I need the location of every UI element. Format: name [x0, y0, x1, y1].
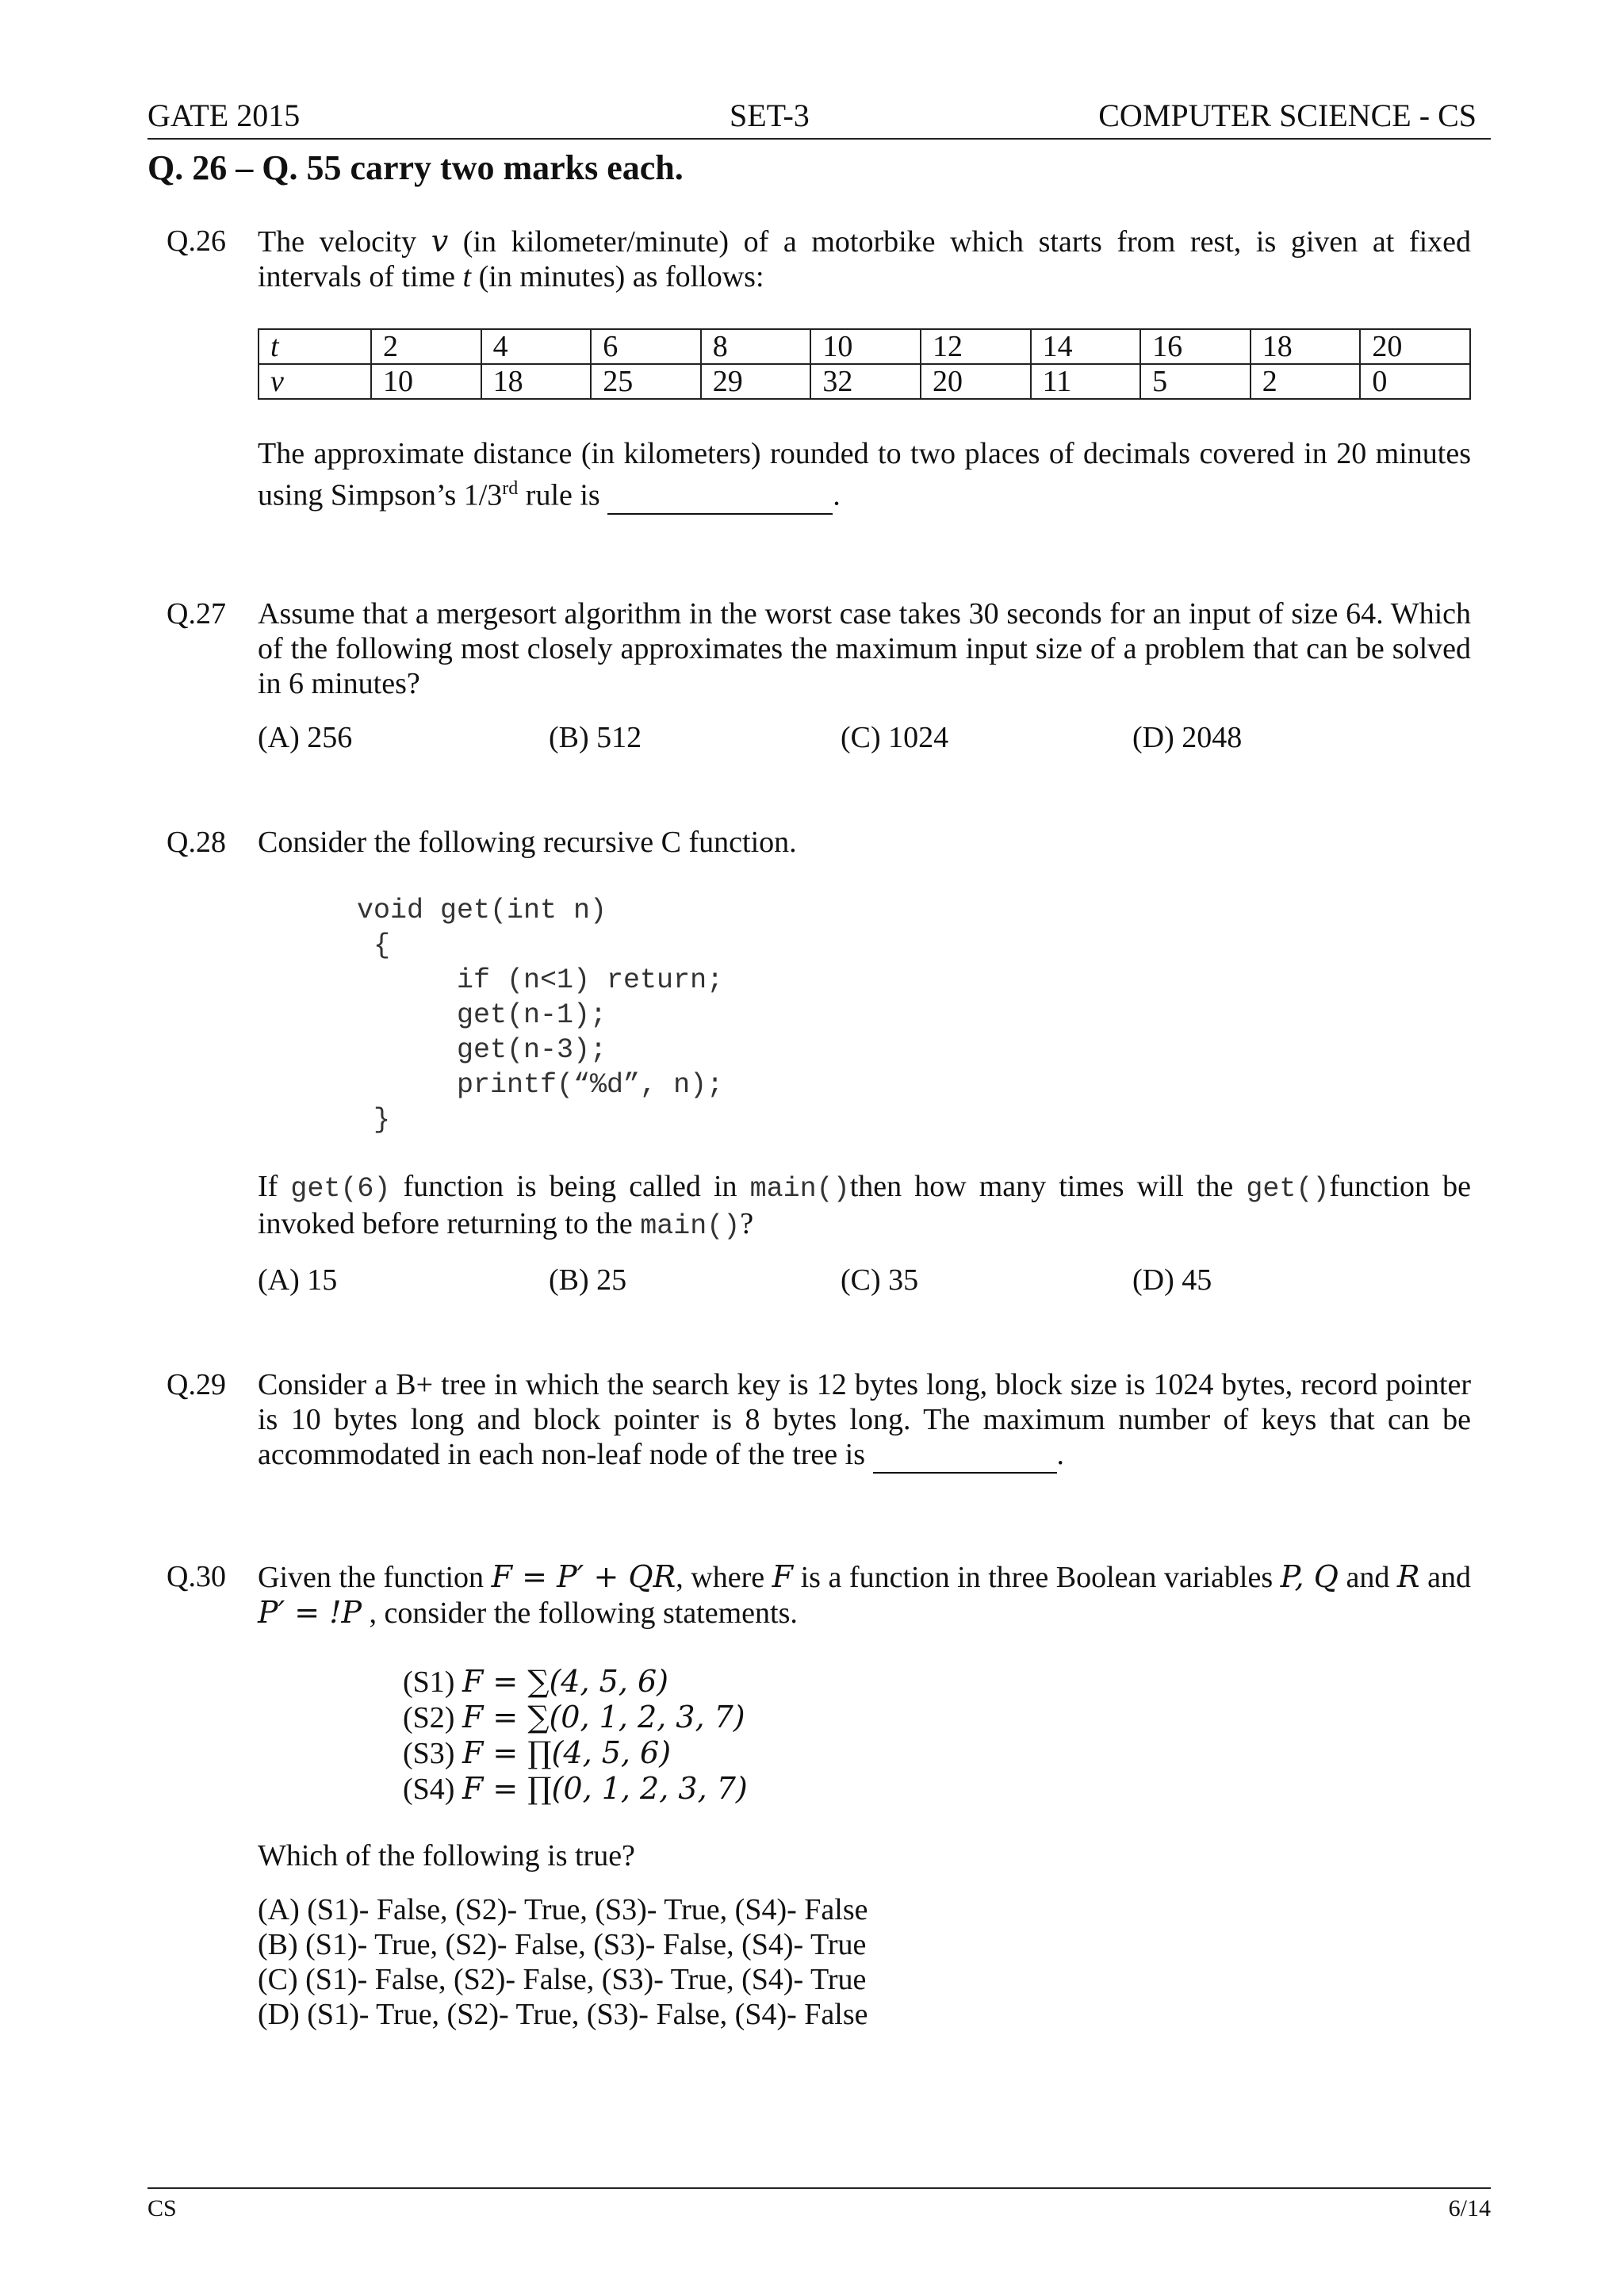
q28-code-block: [357, 893, 723, 1137]
q30-math: P′ = !P: [258, 1595, 362, 1630]
q28-q-code: get(): [1246, 1173, 1330, 1205]
q29-number: Q.29: [167, 1368, 226, 1401]
section-title: Q. 26 – Q. 55 carry two marks each.: [147, 148, 684, 187]
q28-q-code: main(): [640, 1210, 741, 1242]
table-cell: 2: [1251, 364, 1361, 399]
table-cell: 20: [921, 364, 1031, 399]
q28-option-b: (B) 25: [549, 1263, 627, 1297]
q28-q-text: If: [258, 1170, 291, 1203]
q30-text: Given the function: [258, 1561, 492, 1594]
q29-question: [258, 1367, 1471, 1474]
q28-q-code: get(6): [290, 1173, 391, 1205]
code-line: void get(int n): [357, 895, 607, 926]
q27-option-d: (D) 2048: [1132, 721, 1243, 754]
q30-option-d: (D) (S1)- True, (S2)- True, (S3)- False, (S4)- False: [258, 1998, 868, 2031]
header-set: SET-3: [730, 98, 810, 133]
statement-expr: F = ∑(0, 1, 2, 3, 7): [462, 1700, 745, 1734]
statement-expr: F = ∏(0, 1, 2, 3, 7): [462, 1771, 748, 1806]
table-header-t: t: [259, 329, 371, 364]
code-line: printf(“%d”, n);: [357, 1069, 724, 1101]
table-cell: 18: [1251, 329, 1361, 364]
q26-intro-b: (in kilometer/minute) of a motorbike which starts from rest, is given at fixed intervals of time: [258, 225, 1471, 293]
q30-text: and: [1338, 1561, 1397, 1594]
header-exam: GATE 2015: [147, 98, 301, 133]
q27-number: Q.27: [167, 597, 226, 631]
table-cell: 0: [1360, 364, 1470, 399]
q30-options: [258, 1892, 868, 2032]
code-line: get(n-1);: [357, 999, 607, 1031]
q28-option-d: (D) 45: [1132, 1263, 1212, 1297]
table-cell: 12: [921, 329, 1031, 364]
q30-math: F = P′ + QR: [491, 1559, 676, 1594]
q28-q-text: function is being called in: [390, 1170, 750, 1203]
statement-expr: F = ∏(4, 5, 6): [462, 1735, 672, 1770]
q30-math: F: [772, 1559, 794, 1594]
table-cell: 4: [481, 329, 592, 364]
q27-text: Assume that a mergesort algorithm in the worst case takes 30 seconds for an input of size 64. Which of the following most closely approximates the maximum input size of a problem that can be solved in 6 minutes?: [258, 597, 1471, 700]
q26-question-end: .: [833, 478, 841, 512]
table-cell: 5: [1140, 364, 1251, 399]
code-line: {: [357, 930, 391, 961]
table-cell: 10: [810, 329, 921, 364]
table-header-v: v: [259, 364, 371, 399]
table-cell: 2: [371, 329, 481, 364]
q26-answer-blank: [607, 478, 833, 515]
header-subject: COMPUTER SCIENCE - CS: [1098, 98, 1477, 133]
q26-superscript: rd: [502, 478, 519, 499]
q29-answer-blank: [873, 1437, 1057, 1474]
statement-expr: F = ∑(4, 5, 6): [462, 1664, 668, 1699]
table-cell: 16: [1140, 329, 1251, 364]
q30-statement: [403, 1664, 748, 1700]
q28-text: Consider the following recursive C function.: [258, 826, 797, 859]
q29-text: Consider a B+ tree in which the search key is 12 bytes long, block size is 1024 bytes, record pointer is 10 bytes long and block pointer is 8 bytes long. The maximum number of keys that can be accommodated in each non-leaf node of the tree is: [258, 1368, 1471, 1471]
q28-q-text: function be invoked before returning to the: [258, 1170, 1471, 1240]
q26-question-a: The approximate distance (in kilometers) rounded to two places of decimals covered in 20 minutes using Simpson’s 1/3: [258, 437, 1471, 512]
q28-q-code: main(): [749, 1173, 850, 1205]
q27-option-b: (B) 512: [549, 721, 642, 754]
q28-option-a: (A) 15: [258, 1263, 338, 1297]
page-number: 6/14: [1448, 2195, 1491, 2221]
code-line: }: [357, 1104, 391, 1136]
table-cell: 32: [810, 364, 921, 399]
q28-option-c: (C) 35: [841, 1263, 919, 1297]
q26-var-t: t: [462, 260, 472, 293]
table-cell: 14: [1031, 329, 1141, 364]
q28-number: Q.28: [167, 826, 226, 859]
statement-label: (S3): [403, 1737, 462, 1770]
q30-number: Q.30: [167, 1560, 226, 1593]
q30-text: and: [1419, 1561, 1471, 1594]
table-cell: 6: [591, 329, 701, 364]
q30-option-a: (A) (S1)- False, (S2)- True, (S3)- True, (S4)- False: [258, 1893, 868, 1926]
q26-number: Q.26: [167, 224, 226, 258]
q30-statement: [403, 1735, 748, 1771]
q26-question: [258, 436, 1471, 515]
q26-data-table: [258, 328, 1471, 400]
q30-text: , consider the following statements.: [362, 1596, 798, 1630]
q29-end: .: [1056, 1438, 1064, 1471]
statement-label: (S2): [403, 1701, 462, 1734]
table-row-v: [259, 364, 1470, 399]
table-cell: 29: [701, 364, 811, 399]
q30-math: R: [1396, 1559, 1420, 1594]
code-line: get(n-3);: [357, 1034, 607, 1066]
table-row-t: [259, 329, 1470, 364]
q30-question: Which of the following is true?: [258, 1839, 635, 1872]
q30-option-b: (B) (S1)- True, (S2)- False, (S3)- False, (S4)- True: [258, 1928, 867, 1961]
q30-math: P, Q: [1280, 1559, 1339, 1594]
q30-text: is a function in three Boolean variables: [793, 1561, 1281, 1594]
q26-intro: [258, 224, 1471, 294]
q28-question: [258, 1169, 1471, 1244]
q30-intro: [258, 1559, 1471, 1631]
q28-q-text: ?: [740, 1207, 754, 1240]
q26-intro-a: The velocity: [258, 225, 431, 259]
table-cell: 25: [591, 364, 701, 399]
q26-intro-c: (in minutes) as follows:: [471, 260, 764, 293]
q26-var-v: v: [431, 224, 449, 259]
statement-label: (S4): [403, 1773, 462, 1806]
table-cell: 18: [481, 364, 592, 399]
statement-label: (S1): [403, 1665, 462, 1699]
q30-statement: [403, 1700, 748, 1735]
q26-question-b: rule is: [518, 478, 608, 512]
table-cell: 10: [371, 364, 481, 399]
footer-subject-code: CS: [147, 2195, 177, 2221]
q30-statement: [403, 1771, 748, 1807]
q30-option-c: (C) (S1)- False, (S2)- False, (S3)- True, (S4)- True: [258, 1963, 867, 1996]
q27-option-a: (A) 256: [258, 721, 353, 754]
q30-statements: [403, 1664, 748, 1807]
table-cell: 20: [1360, 329, 1470, 364]
table-cell: 11: [1031, 364, 1141, 399]
table-cell: 8: [701, 329, 811, 364]
q27-option-c: (C) 1024: [841, 721, 949, 754]
code-line: if (n<1) return;: [357, 964, 724, 996]
q30-text: , where: [676, 1561, 772, 1594]
q28-q-text: then how many times will the: [849, 1170, 1247, 1203]
header-rule: [147, 138, 1491, 140]
footer-rule: [147, 2187, 1491, 2189]
